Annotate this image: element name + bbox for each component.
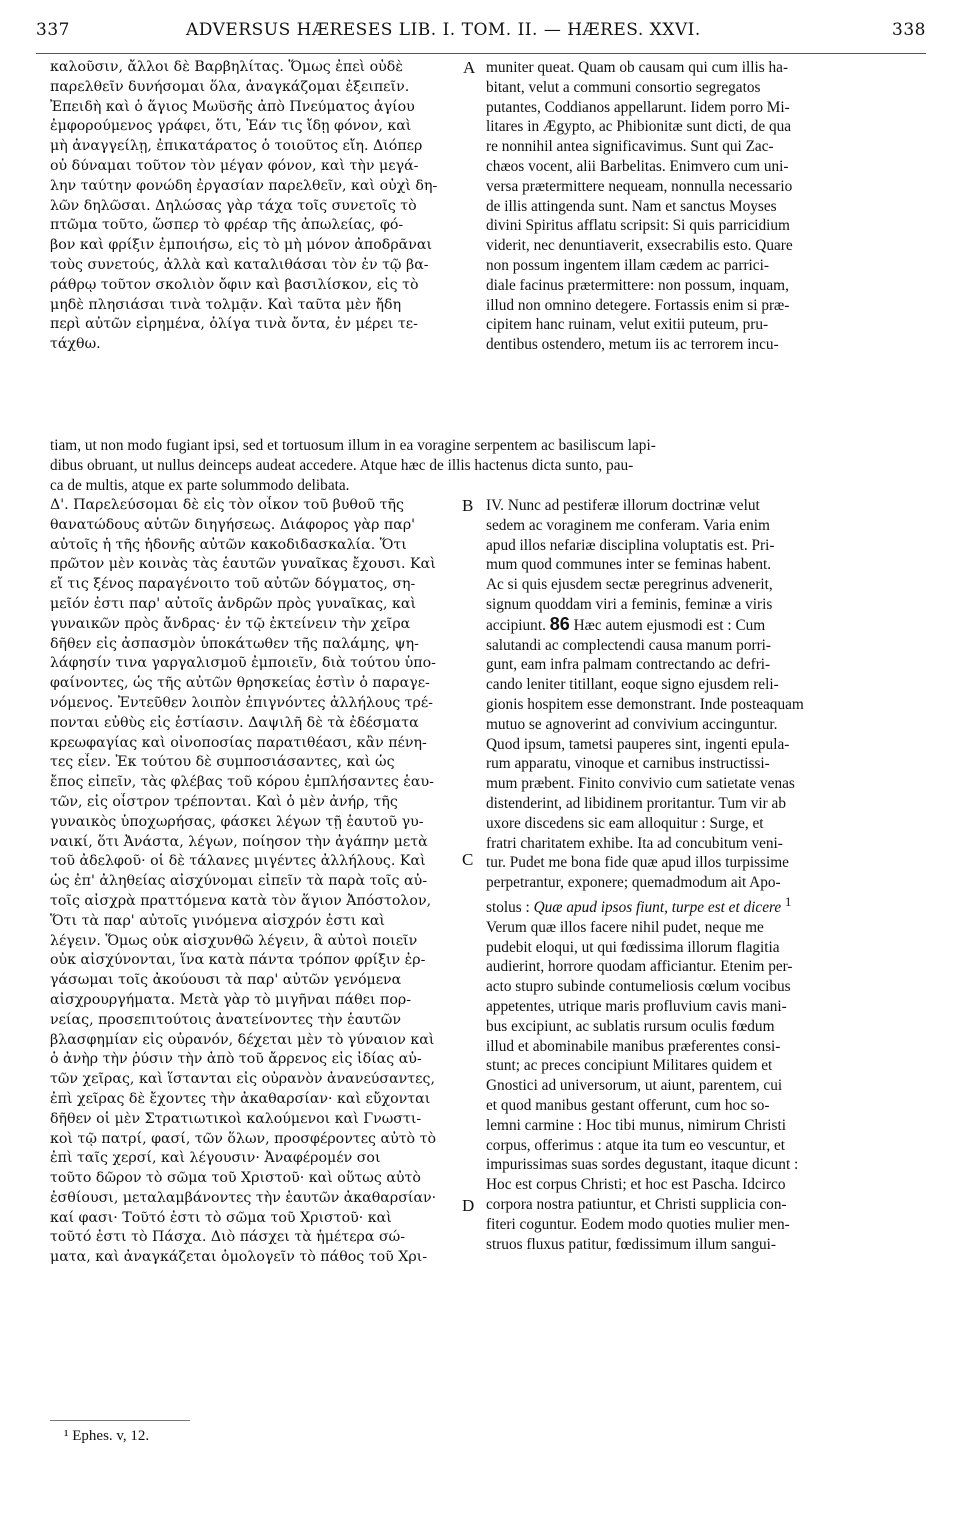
latin-text-line: Hoc est corpus Christi; et hoc est Pascha. Idcirco bbox=[486, 1176, 786, 1194]
greek-text-line: οὐ δύναμαι τοῦτον τὸν μέγαν φόνον, καὶ τὴν μεγά- bbox=[50, 157, 419, 174]
latin-text-line: gunt, eam infra palmam contrectando ac defri- bbox=[486, 656, 771, 674]
greek-text-line: τῶν χεῖρας, καὶ ἵστανται εἰς οὐρανὸν ἀνανεύσαντες, bbox=[50, 1071, 435, 1088]
latin-text-line: viderit, nec denuntiaverit, exsecrabilis esto. Quare bbox=[486, 237, 793, 255]
greek-text-line: λῶν δηλῶσαι. Δηλώσας γὰρ τάχα τοῖς συνετοῖς τὸ bbox=[50, 197, 417, 214]
page-number-left: 337 bbox=[36, 20, 70, 40]
latin-text-line: de illis attingenda sunt. Nam et sanctus Moyses bbox=[486, 197, 777, 215]
greek-text-line: αὐτοῖς ἡ τῆς ἡδονῆς αὐτῶν κακοδιδασκαλία. Ὅτι bbox=[50, 536, 407, 553]
latin-text-line: salutandi ac complectendi causa manum porri- bbox=[486, 636, 772, 654]
latin-text-fragment: accipiunt. bbox=[486, 616, 546, 634]
latin-text-line: cando leniter titillant, eoque signo ejusdem reli- bbox=[486, 676, 779, 694]
section2-greek-column bbox=[50, 496, 460, 1268]
header-rule bbox=[36, 53, 926, 54]
latin-text-line: sedem ac voraginem me conferam. Varia enim bbox=[486, 516, 770, 534]
greek-text-line: μὴ ἀναγγείλῃ, ἐπικατάρατος ὁ τοιοῦτος εἴη. Διόπερ bbox=[50, 138, 423, 155]
margin-marker-c: C bbox=[462, 850, 474, 869]
greek-text-line: κρεωφαγίας καὶ οἰνοποσίας παρατιθέασι, κἂν πένη- bbox=[50, 734, 427, 751]
latin-text-line: illud non omnino detegere. Fortassis enim si præ- bbox=[486, 296, 790, 314]
greek-text-line: πονται εὐθὺς εἰς ἑστίασιν. Δαψιλῆ δὲ τὰ ἐδέσματα bbox=[50, 714, 419, 731]
latin-text-line: signum quoddam viri a feminis, feminæ a viris bbox=[486, 595, 773, 613]
latin-text-line: non possum ingentem illam cædem ac parrici- bbox=[486, 256, 769, 274]
greek-text-line: ἐμφορούμενος γράφει, ὅτι, Ἐάν τις ἴδῃ φόνον, καὶ bbox=[50, 118, 412, 135]
latin-text-line: IV. Nunc ad pestiferæ illorum doctrinæ velut bbox=[486, 497, 760, 514]
edition-page-number: 86 bbox=[549, 614, 570, 634]
greek-text-line: θανατώδους αὐτῶν διηγήσεως. Διάφορος γὰρ παρ' bbox=[50, 516, 416, 533]
latin-text-line: perpetrantur, exponere; quemadmodum ait Apo- bbox=[486, 874, 781, 892]
greek-text-line: Ὅτι τὰ παρ' αὐτοῖς γινόμενα αἰσχρόν ἐστι καὶ bbox=[50, 912, 385, 929]
greek-text-line: τοῦτο δῶρον τὸ σῶμα τοῦ Χριστοῦ· καὶ οὕτως αὐτὸ bbox=[50, 1170, 421, 1187]
latin-text-line: struos fluxus patitur, fœdissimum illum sangui- bbox=[486, 1235, 777, 1253]
greek-text-line: πτῶμα τοῦτο, ὥσπερ τὸ φρέαρ τῆς ἀπωλείας, φό- bbox=[50, 217, 404, 234]
greek-text-line: ράθρῳ τοῦτον σκολιὸν ὄφιν καὶ βασιλίσκον, εἰς τὸ bbox=[50, 276, 419, 293]
greek-text-line: λάφησίν τινα γαργαλισμοῦ ἐμποιεῖν, διὰ τούτου ὑπο- bbox=[50, 655, 436, 672]
greek-text-line: τάχθω. bbox=[50, 336, 101, 353]
footnote-rule bbox=[50, 1420, 190, 1421]
greek-text-line: γάσωμαι τοῖς ἀκούουσι τὰ παρ' αὐτῶν γενόμενα bbox=[50, 972, 402, 989]
latin-text-line: apud illos nefariæ disciplina voluptatis est. Pri- bbox=[486, 536, 775, 554]
latin-text-line: tiam, ut non modo fugiant ipsi, sed et tortuosum illum in ea voragine serpentem ac basiliscum lapi- bbox=[50, 437, 656, 454]
greek-text-line: λέγειν. Ὅμως οὐκ αἰσχυνθῶ λέγειν, ἃ αὐτοὶ ποιεῖν bbox=[50, 932, 418, 949]
latin-text-line: Gnostici ad universorum, ut aiunt, parentem, cui bbox=[486, 1077, 783, 1095]
greek-text-line: ναικί, ὅτι Ἀνάστα, λέγων, ποίησον τὴν ἀγάπην μετὰ bbox=[50, 833, 428, 850]
greek-text-line: τοῖς αἰσχρὰ πραττόμενα κατὰ τὸν ἅγιον Ἀπόστολον, bbox=[50, 892, 432, 909]
latin-text-line: Quod ipsum, tametsi pauperes sint, ingenti epula- bbox=[486, 735, 790, 753]
greek-text-line: ἐσθίουσι, μεταλαμβάνοντες τὴν ἑαυτῶν ἀκαθαρσίαν· bbox=[50, 1189, 437, 1206]
greek-text-line: ὡς ἐπ' ἀληθείας αἰσχύνομαι εἰπεῖν τὰ παρὰ τοῖς αὐ- bbox=[50, 873, 427, 890]
greek-text-line: παρελθεῖν δυνήσομαι ὅλα, ἀναγκάζομαι ἐξειπεῖν. bbox=[50, 78, 410, 95]
latin-text-fragment: stolus : bbox=[486, 899, 530, 917]
footnote-reference[interactable]: 1 bbox=[785, 894, 792, 909]
latin-text-line: ca de multis, atque ex parte solummodo delibata. bbox=[50, 476, 350, 494]
running-header bbox=[36, 20, 926, 50]
greek-text-line: εἴ τις ξένος παραγένοιτο τοῦ αὐτῶν δόγματος, ση- bbox=[50, 576, 416, 593]
latin-text-line: litares in Ægypto, ac Phibionitæ sunt dicti, de qua bbox=[486, 118, 792, 136]
section1-full-width-latin bbox=[50, 436, 930, 495]
greek-text-line: γυναικὸς ὑποχωρήσας, φάσκει λέγων τῇ ἑαυτοῦ γυ- bbox=[50, 813, 424, 830]
latin-text-line: appetentes, utrique maris profluvium cavis mani- bbox=[486, 998, 787, 1016]
latin-text-line: stunt; ac preces concipiunt Militares quidem et bbox=[486, 1057, 773, 1075]
latin-text-line: diale facinus prætermittere: non possum, inquam, bbox=[486, 276, 789, 294]
latin-text-line: audierint, horrore quodam afficiantur. Etenim per- bbox=[486, 958, 793, 976]
margin-marker-d: D bbox=[462, 1196, 475, 1215]
greek-text-line: ἐπὶ χεῖρας δὲ ἔχοντες τὴν ἀκαθαρσίαν· καὶ εὔχονται bbox=[50, 1090, 431, 1107]
greek-text-line: τοῦ ἀδελφοῦ· οἱ δὲ τάλανες μιγέντες ἀλλήλους. Καὶ bbox=[50, 853, 426, 870]
latin-text-line: versa prætermittere nequeam, nonnulla necessario bbox=[486, 177, 793, 195]
greek-text-line: μηδὲ πλησιάσαι τινὰ τολμᾷν. Καὶ ταῦτα μὲν ἤδη bbox=[50, 296, 402, 313]
greek-text-line: περὶ αὐτῶν εἰρημένα, ὀλίγα τινὰ ὄντα, ἐν μέρει τε- bbox=[50, 316, 418, 333]
greek-text-line: Ἐπειδὴ καὶ ὁ ἅγιος Μωϋσῆς ἀπὸ Πνεύματος ἁγίου bbox=[50, 98, 415, 115]
greek-text-line: μεῖόν ἐστι παρ' αὐτοῖς ἀνδρῶν πρὸς γυναῖκας, καὶ bbox=[50, 595, 417, 612]
greek-text-line: ματα, καὶ ἀναγκάζεται ὁμολογεῖν τὸ πάθος τοῦ Χρι- bbox=[50, 1249, 428, 1266]
latin-text-line: dibus obruant, ut nullus deinceps audeat accedere. Atque hæc de illis hactenus dicta sunto, pau- bbox=[50, 456, 634, 474]
latin-text-line bbox=[486, 615, 926, 636]
running-head-title: ADVERSUS HÆRESES LIB. I. TOM. II. — HÆRES. XXVI. bbox=[186, 20, 701, 40]
greek-text-line: τοῦτό ἐστι τὸ Πάσχα. Διὸ πάσχει τὰ ἡμέτερα σώ- bbox=[50, 1229, 406, 1246]
greek-text-line: Δ'. Παρελεύσομαι δὲ εἰς τὸν οἶκον τοῦ βυθοῦ τῆς bbox=[50, 497, 404, 513]
latin-text-line: putantes, Coddianos appellarunt. Iidem porro Mi- bbox=[486, 98, 790, 116]
latin-text-line: uxore discedens sic eam alloquitur : Surge, et bbox=[486, 814, 764, 832]
margin-marker-a: A bbox=[463, 58, 476, 77]
greek-text-line: φαίνοντες, ὡς τῆς αὐτῶν θρησκείας ἐστὶν ὁ παραγε- bbox=[50, 675, 430, 692]
latin-text-line: fiteri coguntur. Eodem modo quoties mulier men- bbox=[486, 1215, 790, 1233]
latin-text-line bbox=[486, 893, 926, 918]
greek-text-line: αἰσχρουργήματα. Μετὰ γὰρ τὸ μιγῆναι πάθει πορ- bbox=[50, 991, 412, 1008]
footnote: ¹ Ephes. v, 12. bbox=[64, 1428, 150, 1444]
greek-text-line: ὁ ἀνὴρ τὴν ῥύσιν τὴν ἀπὸ τοῦ ἄρρενος εἰς ἰδίας αὐ- bbox=[50, 1051, 422, 1068]
latin-text-line: corpus, offerimus : atque ita tum eo vescuntur, et bbox=[486, 1136, 786, 1154]
latin-text-line: corpora nostra patiuntur, et Christi supplicia con- bbox=[486, 1195, 787, 1213]
latin-text-line: acto stupro subinde contumeliosis cœlum vocibus bbox=[486, 978, 791, 996]
latin-text-line: bitant, velut a communi consortio segregatos bbox=[486, 78, 761, 96]
greek-text-line: ἐπὶ ταῖς χερσί, καὶ λέγουσιν· Ἀναφέρομέν σοι bbox=[50, 1150, 381, 1167]
latin-text-line: re nonnihil antea significavimus. Sunt qui Zac- bbox=[486, 138, 774, 156]
section1-greek-column bbox=[50, 58, 455, 355]
greek-text-line: νείας, προσεπιτούτοις ἀνατείνοντες τὴν ἑαυτῶν bbox=[50, 1011, 401, 1028]
latin-text-line: dentibus ostendero, metum iis ac terrorem incu- bbox=[486, 336, 779, 354]
latin-text-line: divini Spiritus afflatu scripsit: Si quis parricidium bbox=[486, 217, 790, 235]
latin-text-line: tur. Pudet me bona fide quæ apud illos turpissime bbox=[486, 854, 789, 872]
latin-text-line: impurissimas suas sordes degustant, itaque dicunt : bbox=[486, 1156, 799, 1174]
section2-latin-column bbox=[486, 496, 926, 1254]
latin-text-line: mum quod communes inter se feminas habent. bbox=[486, 556, 772, 574]
latin-text-line: mum præbent. Finito convivio cum satietate venas bbox=[486, 775, 795, 793]
greek-text-line: τες εἶεν. Ἐκ τούτου δὲ συμποσιάσαντες, καὶ ὡς bbox=[50, 754, 395, 771]
latin-text-line: mutuo se agnoverint ad convivium accinguntur. bbox=[486, 715, 778, 733]
greek-text-line: δῆθεν εἰς ἀσπασμὸν ὑποκάτωθεν τῆς παλάμης, ψη- bbox=[50, 635, 419, 652]
latin-text-line: lemni carmine : Hoc tibi munus, nimirum Christi bbox=[486, 1116, 786, 1134]
greek-text-line: κοὶ τῷ πατρί, φασί, τῶν ὅλων, προσφέροντες αὐτὸ τὸ bbox=[50, 1130, 436, 1147]
latin-text-line: gionis hospitem esse demonstrant. Inde posteaquam bbox=[486, 695, 804, 713]
greek-text-line: τοὺς συνετούς, ἀλλὰ καὶ καταλιθάσαι τὸν ἐν τῷ βα- bbox=[50, 256, 429, 273]
greek-text-line: βον καὶ φρίξιν ἐμποιήσω, εἰς τὸ μὴ μόνον ἀποδρᾶναι bbox=[50, 237, 433, 254]
latin-text-line: et quod manibus gestant offerunt, cum hoc so- bbox=[486, 1097, 770, 1114]
latin-text-line: muniter queat. Quam ob causam qui cum illis ha- bbox=[486, 59, 789, 76]
latin-text-line: Verum quæ illos facere nihil pudet, neque me bbox=[486, 918, 764, 936]
latin-text-line: chæos vocent, alii Barbelitas. Enimvero cum uni- bbox=[486, 157, 789, 175]
greek-text-line: καί φασι· Τοῦτό ἐστι τὸ σῶμα τοῦ Χριστοῦ· καὶ bbox=[50, 1209, 392, 1226]
scripture-quotation: Quæ apud ipsos fiunt, turpe est et dicere bbox=[533, 899, 782, 917]
latin-text-line: pudebit eloqui, ut qui fœdissima illorum flagitia bbox=[486, 938, 780, 956]
latin-text-line: illud et abominabile manibus præferentes consi- bbox=[486, 1037, 781, 1055]
greek-text-line: ἔπος εἰπεῖν, τὰς φλέβας τοῦ κόρου ἐμπλήσαντες ἑαυ- bbox=[50, 774, 434, 791]
greek-text-line: βλασφημίαν εἰς οὐρανόν, δέχεται μὲν τὸ γύναιον καὶ bbox=[50, 1031, 435, 1048]
greek-text-line: λην ταύτην φονώδη ἐργασίαν παρελθεῖν, καὶ οὐχὶ δη- bbox=[50, 177, 438, 194]
latin-text-line: rum apparatu, vinoque et carnibus instructissi- bbox=[486, 755, 770, 773]
greek-text-line: νόμενος. Ἐντεῦθεν λοιπὸν ἐπιγνόντες ἀλλήλους τρέ- bbox=[50, 694, 433, 711]
greek-text-line: γυναικῶν πρὸς ἄνδρας· ἐν τῷ ἐκτείνειν τὴν χεῖρα bbox=[50, 615, 411, 632]
page-number-right: 338 bbox=[892, 20, 926, 40]
latin-text-line: bus excipiunt, ac sublatis rursum oculis fœdum bbox=[486, 1017, 775, 1035]
greek-text-line: καλοῦσιν, ἄλλοι δὲ Βαρβηλίτας. Ὅμως ἐπεὶ οὐδὲ bbox=[50, 59, 403, 75]
greek-text-line: πρῶτον μὲν κοινὰς τὰς ἑαυτῶν γυναῖκας ἔχουσι. Καὶ bbox=[50, 556, 436, 573]
greek-text-line: τῶν, εἰς οἶστρον τρέπονται. Καὶ ὁ μὲν ἀνήρ, τῆς bbox=[50, 793, 398, 810]
latin-text-line: Ac si quis ejusdem sectæ peregrinus advenerit, bbox=[486, 576, 773, 594]
latin-text-line: cipitem hanc ruinam, velut exitii puteum, pru- bbox=[486, 316, 769, 334]
section1-latin-column bbox=[486, 58, 926, 355]
latin-text-line: fratri charitatem exhibe. Ita ad concubitum veni- bbox=[486, 834, 783, 852]
greek-text-line: οὐκ αἰσχύνονται, ἵνα κατὰ πάντα τρόπον φρίξιν ἐρ- bbox=[50, 952, 426, 969]
margin-marker-b: B bbox=[462, 496, 474, 515]
latin-text-line: distenderint, ad libidinem proritantur. Tum vir ab bbox=[486, 794, 786, 812]
greek-text-line: δῆθεν οἱ μὲν Στρατιωτικοὶ καλούμενοι καὶ Γνωστι- bbox=[50, 1110, 422, 1127]
latin-text-fragment: Hæc autem ejusmodi est : Cum bbox=[573, 616, 766, 634]
